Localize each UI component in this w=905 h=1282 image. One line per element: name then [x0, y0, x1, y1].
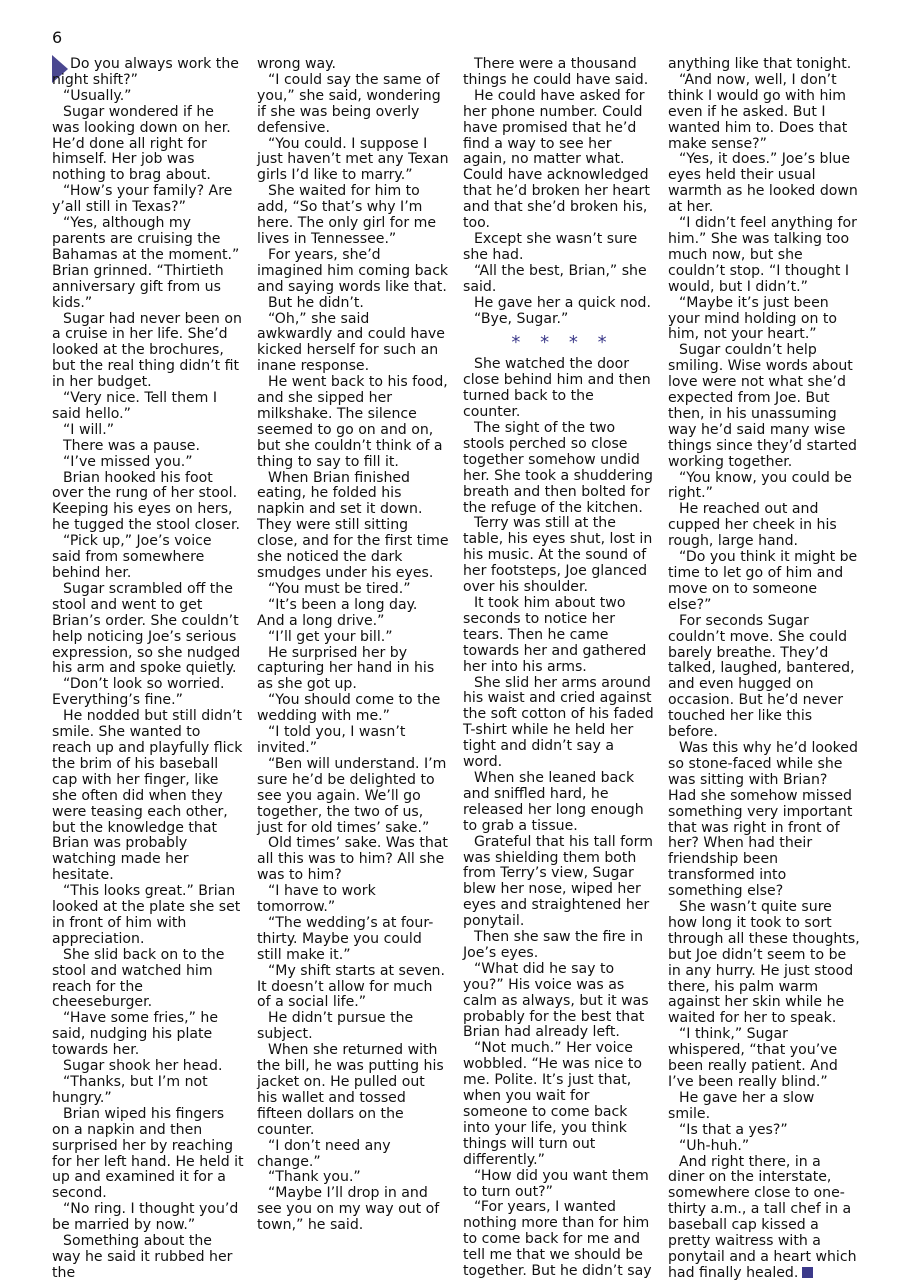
paragraph: The sight of the two stools perched so close together somehow undid her. She took a shuddering breath and then bolted for the refuge of the kitchen. [463, 420, 653, 516]
paragraph: “Pick up,” Joe’s voice said from somewhere behind her. [52, 533, 212, 581]
page-number: 6 [52, 28, 63, 47]
paragraph: anything like that tonight. [668, 56, 852, 72]
paragraph: “How’s your family? Are y’all still in Texas?” [52, 183, 233, 216]
paragraph: “No ring. I thought you’d be married by now.” [52, 1201, 239, 1234]
paragraph: “Not much.” Her voice wobbled. “He was nice to me. Polite. It’s just that, when you wait for someone to come back into your life, you think things will turn out differently.” [463, 1040, 643, 1168]
paragraph: “All the best, Brian,” she said. [463, 262, 647, 295]
paragraph: There were a thousand things he could have said. [463, 56, 649, 88]
paragraph: “I’ll get your bill.” [268, 628, 393, 645]
paragraph: “I’ve missed you.” [63, 453, 193, 470]
paragraph: Something about the way he said it rubbed her the [52, 1233, 233, 1281]
paragraph: But he didn’t. [268, 294, 364, 311]
text-column-3-before-break [463, 57, 655, 327]
paragraph: “Uh-huh.” [679, 1137, 750, 1154]
paragraph: “And now, well, I don’t think I would go with him even if he asked. But I wanted him to. Does that make sense?” [668, 71, 848, 152]
paragraph: When Brian finished eating, he folded his napkin and set it down. They were still sitting close, and for the first time she noticed the dark smudges under his eyes. [257, 469, 449, 581]
paragraph: It took him about two seconds to notice her tears. Then he came towards her and gathered her into his arms. [463, 595, 647, 675]
paragraph: Sugar couldn’t help smiling. Wise words about love were not what she’d expected from Joe. But then, in his unassuming way he’d said many wise things since they’d started working together. [668, 342, 857, 470]
paragraph: “You know, you could be right.” [668, 469, 852, 502]
paragraph: “Is that a yes?” [679, 1121, 788, 1138]
paragraph: “Yes, although my parents are cruising the Bahamas at the moment.” Brian grinned. “Thirtieth anniversary gift from us kids.” [52, 215, 240, 311]
text-column-1 [52, 57, 244, 1282]
paragraph: Sugar shook her head. [63, 1058, 223, 1075]
paragraph: “Have some fries,” he said, nudging his plate towards her. [52, 1010, 218, 1059]
paragraph: Do you always work the night shift?” [52, 56, 239, 88]
paragraph: When she returned with the bill, he was putting his jacket on. He pulled out his wallet and tossed fifteen dollars on the counter. [257, 1042, 444, 1138]
text-column-2 [257, 57, 449, 1234]
paragraph: “Thank you.” [268, 1169, 361, 1186]
text-column-4 [668, 57, 860, 1282]
paragraph: “Do you think it might be time to let go of him and move on to someone else?” [668, 549, 858, 613]
paragraph: “You must be tired.” [268, 580, 411, 597]
paragraph: Brian wiped his fingers on a napkin and then surprised her by reaching for her left hand. He held it up and examined it for a second. [52, 1105, 244, 1202]
paragraph: He gave her a quick nod. [474, 294, 651, 311]
paragraph: “Thanks, but I’m not hungry.” [52, 1074, 208, 1106]
paragraph: “I have to work tomorrow.” [257, 883, 376, 916]
paragraph: “Usually.” [63, 87, 132, 104]
paragraph: “What did he say to you?” His voice was as calm as always, but it was probably for the best that Brian had already left. [463, 960, 649, 1041]
paragraph: She slid back on to the stool and watched him reach for the cheeseburger. [52, 946, 225, 1011]
paragraph: “For years, I wanted nothing more than for him to come back for me and tell me that we should be together. But he didn’t say [463, 1199, 652, 1280]
paragraph: “I didn’t feel anything for him.” She was talking too much now, but she couldn’t stop. “I thought I would, but I didn’t.” [668, 215, 857, 295]
paragraph: He didn’t pursue the subject. [257, 1010, 414, 1043]
paragraph: Except she wasn’t sure she had. [463, 230, 638, 263]
paragraph: She wasn’t quite sure how long it took to sort through all these thoughts, but Joe didn’t seem to be in any hurry. He just stood there, his palm warm against her skin while he waited for her to speak. [668, 899, 860, 1027]
section-break-stars: * * * * [511, 332, 607, 354]
paragraph: She waited for him to add, “So that’s why I’m here. The only girl for me lives in Tennessee.” [257, 183, 437, 247]
paragraph: “You should come to the wedding with me.” [257, 692, 441, 725]
paragraph: “My shift starts at seven. It doesn’t allow for much of a social life.” [257, 962, 445, 1011]
paragraph: Was this why he’d looked so stone-faced while she was sitting with Brian? Had she somehow missed something very important that was right in front of her? When had their friendship been transformed into something else? [668, 739, 858, 900]
paragraph: Sugar scrambled off the stool and went to get Brian’s order. She couldn’t help noticing Joe’s serious expression, so she nudged his arm and spoke quietly. [52, 580, 241, 677]
paragraph: Terry was still at the table, his eyes shut, lost in his music. At the sound of her footsteps, Joe glanced over his shoulder. [463, 515, 653, 596]
paragraph: “I could say the same of you,” she said, wondering if she was being overly defensive. [257, 71, 441, 136]
paragraph: “Maybe it’s just been your mind holding on to him, not your heart.” [668, 294, 838, 343]
paragraph: “Yes, it does.” Joe’s blue eyes held their usual warmth as he looked down at her. [668, 151, 858, 216]
paragraph: “Don’t look so worried. Everything’s fine.” [52, 676, 225, 709]
paragraph: He could have asked for her phone number. Could have promised that he’d find a way to see her again, no matter what. Could have acknowledged that he’d broken her heart and that she’d broken his, too. [463, 87, 650, 232]
paragraph: “I told you, I wasn’t invited.” [257, 724, 406, 756]
paragraph: She slid her arms around his waist and cried against the soft cotton of his faded T-shirt while he held her tight and didn’t say a word. [463, 674, 654, 771]
paragraph: “I will.” [63, 421, 114, 438]
paragraph: “Bye, Sugar.” [474, 310, 569, 327]
paragraph: “You could. I suppose I just haven’t met any Texan girls I’d like to marry.” [257, 135, 449, 184]
paragraph: For years, she’d imagined him coming back and saying words like that. [257, 246, 449, 295]
paragraph: “This looks great.” Brian looked at the plate she set in front of him with appreciation. [52, 883, 241, 947]
paragraph: Brian hooked his foot over the rung of her stool. Keeping his eyes on hers, he tugged the stool closer. [52, 469, 240, 534]
paragraph: “The wedding’s at four-thirty. Maybe you could still make it.” [257, 914, 434, 963]
paragraph: Sugar wondered if he was looking down on her. He’d done all right for himself. Her job was nothing to brag about. [52, 103, 231, 184]
paragraph: He reached out and cupped her cheek in his rough, large hand. [668, 501, 837, 550]
paragraph: Old times’ sake. Was that all this was to him? All she was to him? [257, 835, 448, 884]
paragraph: He surprised her by capturing her hand in his as she got up. [257, 644, 435, 693]
text-column-3-after-break [463, 357, 655, 1280]
paragraph: wrong way. [257, 56, 336, 72]
paragraph: When she leaned back and sniffled hard, he released her long enough to grab a tissue. [463, 769, 644, 834]
paragraph: “I think,” Sugar whispered, “that you’ve been really patient. And I’ve been really blind.” [668, 1026, 838, 1090]
end-of-story-square-icon [802, 1267, 813, 1278]
text-column-3 [463, 57, 655, 1280]
paragraph: “How did you want them to turn out?” [463, 1167, 649, 1200]
paragraph: And right there, in a diner on the interstate, somewhere close to one-thirty a.m., a tall chef in a baseball cap kissed a pretty waitress with a ponytail and a heart which had finally healed. [668, 1153, 857, 1281]
paragraph: Grateful that his tall form was shielding them both from Terry’s view, Sugar blew her nose, wiped her eyes and straightened her ponytail. [463, 833, 653, 930]
paragraph: Then she saw the fire in Joe’s eyes. [463, 929, 644, 961]
paragraph: “I don’t need any change.” [257, 1137, 391, 1170]
paragraph: There was a pause. [63, 437, 200, 454]
paragraph: He nodded but still didn’t smile. She wanted to reach up and playfully flick the brim of his baseball cap with her finger, like she often did when they were teasing each other, but the knowledge that Brian was probably watching made her hesitate. [52, 708, 243, 884]
paragraph: “Very nice. Tell them I said hello.” [52, 390, 218, 422]
paragraph: He went back to his food, and she sipped her milkshake. The silence seemed to go on and on, but she couldn’t think of a thing to say to fill it. [257, 374, 448, 470]
paragraph: Sugar had never been on a cruise in her life. She’d looked at the brochures, but the real thing didn’t fit in her budget. [52, 310, 242, 391]
paragraph: “Oh,” she said awkwardly and could have kicked herself for such an inane response. [257, 310, 445, 375]
paragraph: “Ben will understand. I’m sure he’d be delighted to see you again. We’ll go together, the two of us, just for old times’ sake.” [257, 755, 447, 836]
paragraph: “Maybe I’ll drop in and see you on my way out of town,” he said. [257, 1185, 440, 1234]
paragraph: She watched the door close behind him and then turned back to the counter. [463, 356, 651, 421]
paragraph: For seconds Sugar couldn’t move. She could barely breathe. They’d talked, laughed, bantered, and even hugged on occasion. But he’d never touched her like this before. [668, 612, 855, 741]
paragraph: “It’s been a long day. And a long drive.” [257, 596, 418, 629]
paragraph: He gave her a slow smile. [668, 1089, 815, 1122]
